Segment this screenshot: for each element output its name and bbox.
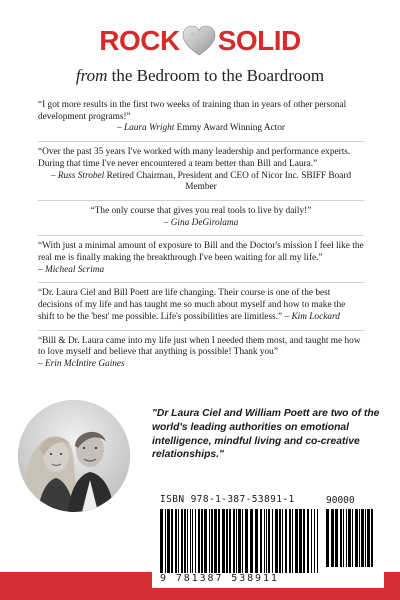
testimonial-text — [38, 288, 364, 323]
testimonial-author: Micheal Scrima — [44, 264, 105, 275]
attribution-dash: – — [282, 311, 292, 322]
tagline-from: from — [75, 66, 108, 85]
attribution-dash: – — [116, 123, 124, 134]
testimonial — [38, 95, 364, 142]
stone-heart-icon — [181, 24, 217, 58]
price-block — [326, 495, 374, 567]
testimonial — [38, 142, 364, 201]
title-solid: SOLID — [217, 25, 301, 56]
testimonial-text — [38, 241, 364, 276]
testimonial-attribution — [38, 265, 104, 275]
testimonial-text: “Over the past 35 years I've worked with many leadership and performance experts. During that time I've never encountered a team better than Bill and Laura.” — [38, 147, 351, 169]
testimonial-attribution — [282, 312, 340, 322]
testimonial-author: Laura Wright — [123, 123, 175, 134]
testimonial-author-title: Emmy Award Winning Actor — [174, 123, 286, 134]
title-rock: ROCK — [99, 25, 180, 56]
tagline — [0, 66, 400, 86]
testimonial-author: Kim Lockard — [291, 311, 340, 322]
testimonials — [38, 95, 364, 377]
testimonial-attribution — [38, 218, 364, 230]
testimonial-author-title: Retired Chairman, President and CEO of Nicor Inc. SBIFF Board Member — [104, 170, 352, 193]
ean-digits: 9 781387 538911 — [160, 573, 279, 584]
testimonial-body: “Dr. Laura Ciel and Bill Poett are life changing. Their course is one of the best decisions of my life and has taught me so much about myself and how to make the shift to be the 'best' me possible. Life's possibilities are limitless.” — [38, 288, 346, 322]
testimonial-author: Erin McIntire Gaines — [44, 358, 125, 369]
testimonial-author: Russ Strobel — [57, 170, 105, 181]
attribution-dash: – — [38, 358, 45, 369]
author-photo — [18, 400, 130, 512]
testimonial — [38, 331, 364, 377]
testimonial — [38, 283, 364, 330]
testimonial-attribution — [38, 359, 125, 369]
author-photo-image — [18, 400, 130, 512]
title-logo — [0, 20, 400, 62]
testimonial-text — [38, 336, 364, 371]
testimonial-text: “I got more results in the first two weeks of training than in years of other personal development programs!” — [38, 100, 347, 122]
attribution-dash: – — [38, 264, 45, 275]
testimonial — [38, 201, 364, 236]
addon-barcode-icon — [326, 509, 374, 567]
barcode-icon — [160, 509, 320, 573]
author-blurb: "Dr Laura Ciel and William Poett are two of the world's leading authorities on emotional intelligence, mindful living and co-creative relationships." — [152, 408, 380, 461]
attribution-dash: – — [50, 170, 58, 181]
isbn-text: ISBN 978-1-387-53891-1 — [160, 494, 295, 505]
testimonial-author: Gina DeGirolama — [170, 217, 239, 228]
barcode-label — [152, 490, 384, 588]
price-code: 90000 — [326, 495, 355, 506]
testimonial-text: “The only course that gives you real tools to live by daily!” — [90, 205, 312, 216]
testimonial-attribution — [38, 123, 364, 135]
testimonial — [38, 236, 364, 283]
testimonial-body: “With just a minimal amount of exposure to Bill and the Doctor's mission I feel like the real me is finally making the breakthrough I've been waiting for all my life.” — [38, 241, 364, 264]
tagline-rest: the Bedroom to the Boardroom — [107, 66, 325, 85]
testimonial-body: “Bill & Dr. Laura came into my life just when I needed them most, and taught me how to love myself and believe that anything is possible! Thank you” — [38, 335, 361, 358]
attribution-dash: – — [163, 217, 171, 228]
testimonial-attribution — [38, 171, 364, 194]
